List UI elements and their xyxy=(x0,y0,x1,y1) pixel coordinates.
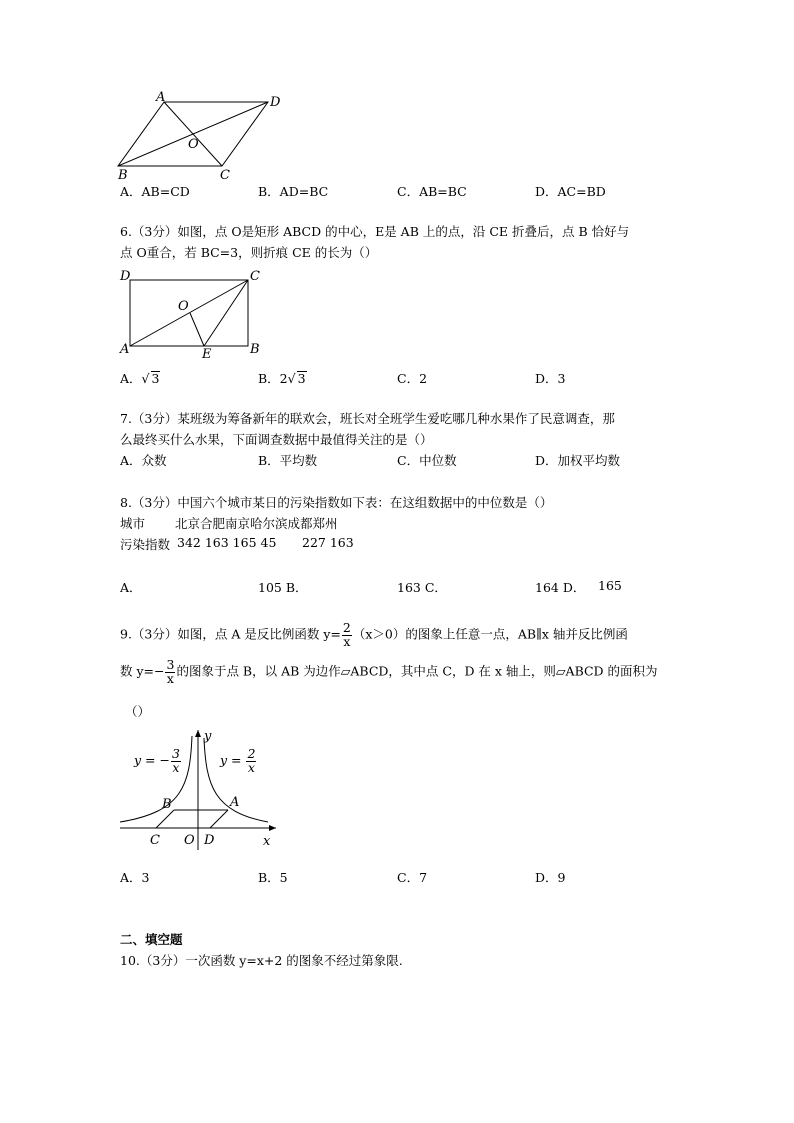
q8-option-b-value: 163 C． xyxy=(397,580,447,595)
q8-option-c-value: 164 D． xyxy=(535,580,586,595)
q5-label-d: D xyxy=(270,95,281,110)
q6-option-a: A．√ 3 xyxy=(120,371,160,386)
q9-stem-line1: 9.（3分）如图，点 A 是反比例函数 y= $\frac{2}{x}$ （x＞0）的图象上任意一点，AB∥x 轴并反比例函 xyxy=(120,620,628,649)
q6-label-e: E xyxy=(202,347,212,362)
q7-option-d: D．加权平均数 xyxy=(535,453,621,468)
section-heading-fill-blank: 二、填空题 xyxy=(120,932,183,947)
q9-option-b: B．5 xyxy=(258,870,288,885)
q8-table-row1-head: 城市 xyxy=(120,516,146,531)
q6-label-d: D xyxy=(120,269,131,284)
q9-fraction-3-over-x: $\frac{3}{x}$ xyxy=(166,657,175,686)
q9-origin-label: O xyxy=(184,833,195,848)
q5-label-o: O xyxy=(188,137,199,152)
q8-table-row1-cities: 北京合肥南京哈尔滨成都郑州 xyxy=(175,516,338,531)
q5-option-b: B．AD=BC xyxy=(258,184,329,199)
q8-table-row2-values2: 227 163 xyxy=(302,535,354,550)
q9-label-b: B xyxy=(162,797,172,812)
q5-option-a: A．AB=CD xyxy=(120,184,190,199)
q6-rectangle-figure xyxy=(118,268,268,360)
q5-label-c: C xyxy=(220,168,230,183)
q7-stem-line2: 么最终买什么水果，下面调查数据中最值得关注的是（） xyxy=(120,432,433,447)
q5-label-a: A xyxy=(156,90,166,105)
q6-label-a: A xyxy=(120,342,130,357)
q9-stem-line3: （） xyxy=(125,704,151,719)
q9-option-c: C．7 xyxy=(397,870,428,885)
q9-left-equation: y = − $\frac{3}{x}$ xyxy=(134,746,180,775)
q7-stem-line1: 7.（3分）某班级为筹备新年的联欢会，班长对全班学生爱吃哪几种水果作了民意调查，那 xyxy=(120,411,615,426)
q9-hyperbola-figure xyxy=(118,726,278,852)
q6-stem-line1: 6.（3分）如图，点 O是矩形 ABCD 的中心，E是 AB 上的点，沿 CE 折叠后，点 B 恰好与 xyxy=(120,224,630,239)
q9-label-d: D xyxy=(204,833,215,848)
q9-stem-line2: 数 y=− $\frac{3}{x}$ 的图象于点 B，以 AB 为边作▱ABCD，其中点 C，D 在 x 轴上，则▱ABCD 的面积为 xyxy=(120,657,658,686)
q9-option-a: A．3 xyxy=(120,870,150,885)
q9-option-d: D．9 xyxy=(535,870,566,885)
q9-label-c: C xyxy=(150,833,160,848)
q9-y-axis-label: y xyxy=(204,729,212,744)
q8-table-row2-head: 污染指数 xyxy=(120,537,171,552)
q5-label-b: B xyxy=(118,168,128,183)
q8-stem: 8.（3分）中国六个城市某日的污染指数如下表：在这组数据中的中位数是（） xyxy=(120,495,553,510)
q6-option-d: D．3 xyxy=(535,371,566,386)
q8-option-d-value: 165 xyxy=(598,578,622,593)
q10-stem: 10.（3分）一次函数 y=x+2 的图象不经过第象限. xyxy=(120,953,403,968)
q8-option-a: A． xyxy=(120,580,142,595)
q6-option-b: B．2√ 3 xyxy=(258,371,306,386)
q6-option-c: C．2 xyxy=(397,371,428,386)
q9-right-equation: y = $\frac{2}{x}$ xyxy=(220,746,256,775)
q5-option-c: C．AB=BC xyxy=(397,184,467,199)
q5-option-d: D．AC=BD xyxy=(535,184,606,199)
q7-option-a: A．众数 xyxy=(120,453,167,468)
q9-label-a: A xyxy=(230,795,240,810)
q8-table-row2-values: 342 163 165 45 xyxy=(177,535,277,550)
q6-label-o: O xyxy=(178,299,189,314)
q9-fraction-2-over-x: $\frac{2}{x}$ xyxy=(342,620,351,649)
q6-label-b: B xyxy=(250,342,260,357)
q5-parallelogram-figure xyxy=(118,92,288,184)
q7-option-c: C．中位数 xyxy=(397,453,457,468)
q8-option-a-value: 105 B． xyxy=(258,580,308,595)
q6-stem-line2: 点 O重合，若 BC=3，则折痕 CE 的长为（） xyxy=(120,245,378,260)
q6-label-c: C xyxy=(250,269,260,284)
q9-x-axis-label: x xyxy=(263,834,271,849)
q7-option-b: B．平均数 xyxy=(258,453,318,468)
